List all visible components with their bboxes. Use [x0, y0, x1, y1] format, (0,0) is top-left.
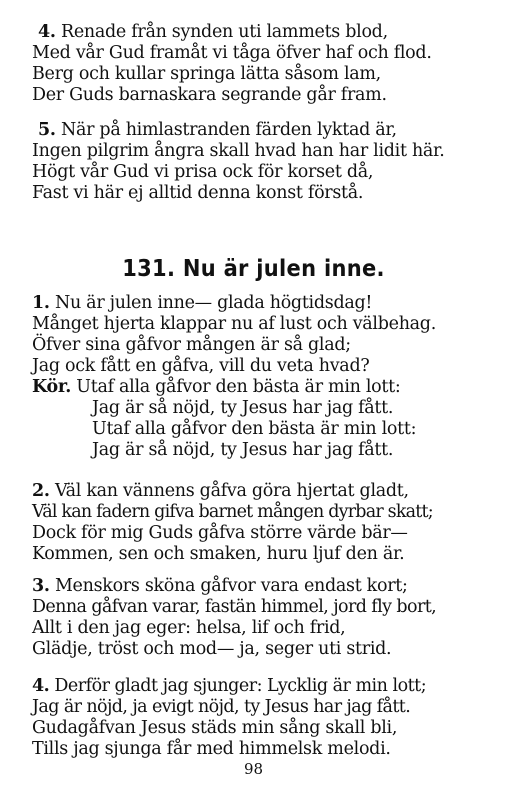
verse-line: Jag ock fått en gåfva, vill du veta hvad?: [32, 356, 370, 376]
stanza-line: Högt vår Gud vi prisa ock för korset då,: [32, 162, 374, 182]
verse-line: Gudagåfvan Jesus städs min sång skall bli,: [32, 718, 398, 738]
verse-number: 2.: [32, 481, 50, 501]
verse-line: Öfver sina gåfvor mången är så glad;: [32, 335, 351, 355]
stanza-number: 4.: [38, 22, 56, 42]
stanza-4: [0, 22, 507, 106]
stanza-line: Berg och kullar springa lätta såsom lam,: [32, 64, 381, 84]
stanza-line: Med vår Gud framåt vi tåga öfver haf och flod.: [32, 43, 432, 63]
verse-number: 3.: [32, 576, 50, 596]
stanza-line: Ingen pilgrim ångra skall hvad han har lidit här.: [32, 141, 445, 161]
verse-line: Tills jag sjunga får med himmelsk melodi.: [32, 739, 391, 759]
chorus-line: Kör. Utaf alla gåfvor den bästa är min lott:: [32, 377, 401, 397]
verse-line: Kommen, sen och smaken, huru ljuf den är.: [32, 544, 405, 564]
verse-2: [0, 481, 507, 565]
chorus-label: Kör.: [32, 377, 72, 397]
verse-line: 1. Nu är julen inne— glada högtidsdag!: [32, 293, 373, 313]
verse-line: Allt i den jag eger: helsa, lif och frid,: [32, 618, 346, 638]
verse-line: Denna gåfvan varar, fastän himmel, jord fly bort,: [32, 597, 437, 617]
chorus-line: Utaf alla gåfvor den bästa är min lott:: [92, 419, 417, 439]
hymn-title: 131. Nu är julen inne.: [122, 254, 385, 282]
stanza-line: Fast vi här ej alltid denna konst förstå.: [32, 183, 364, 203]
verse-line: Glädje, tröst och mod— ja, seger uti strid.: [32, 639, 392, 659]
stanza-line: Der Guds barnaskara segrande går fram.: [32, 85, 387, 105]
verse-line: 2. Väl kan vännens gåfva göra hjertat gladt,: [32, 481, 409, 501]
verse-number: 1.: [32, 293, 50, 313]
stanza-line: 5. När på himlastranden färden lyktad är,: [38, 120, 397, 140]
verse-line: Månget hjerta klappar nu af lust och välbehag.: [32, 314, 436, 334]
verse-number: 4.: [32, 676, 50, 696]
page-number: 98: [243, 760, 264, 778]
verse-line: 3. Menskors sköna gåfvor vara endast kort;: [32, 576, 408, 596]
chorus-line: Jag är så nöjd, ty Jesus har jag fått.: [92, 440, 394, 460]
verse-line: Dock för mig Guds gåfva större värde bär—: [32, 523, 408, 543]
verse-4: [0, 676, 507, 760]
verse-line: 4. Derför gladt jag sjunger: Lycklig är min lott;: [32, 676, 427, 696]
chorus-line: Jag är så nöjd, ty Jesus har jag fått.: [92, 398, 394, 418]
verse-1: [0, 293, 507, 461]
stanza-number: 5.: [38, 120, 56, 140]
verse-line: Jag är nöjd, ja evigt nöjd, ty Jesus har jag fått.: [32, 697, 411, 717]
stanza-line: 4. Renade från synden uti lammets blod,: [38, 22, 388, 42]
stanza-5: [0, 120, 507, 204]
verse-line: Väl kan fadern gifva barnet mången dyrbar skatt;: [32, 502, 433, 522]
verse-3: [0, 576, 507, 660]
